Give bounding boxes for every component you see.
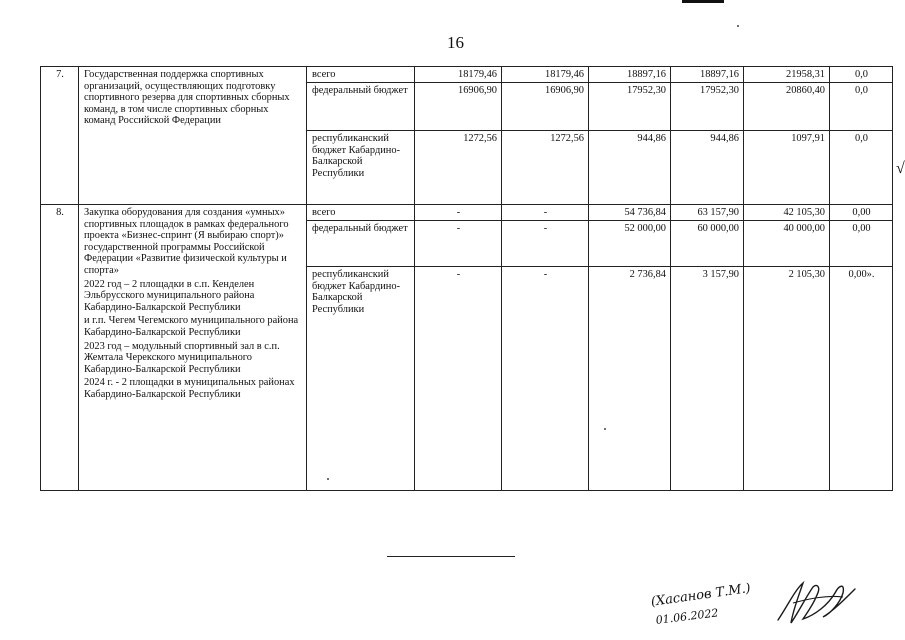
value-cell: 20860,40 — [744, 83, 830, 131]
signature-name: (Хасанов Т.М.) — [650, 581, 752, 610]
description-text: 2024 г. - 2 площадки в муниципальных районах Кабардино-Балкарской Республики — [84, 377, 295, 400]
value-cell: - — [415, 221, 502, 267]
budget-table — [40, 66, 893, 491]
value-cell: 0,0 — [830, 131, 893, 205]
value-cell: 18897,16 — [671, 67, 744, 83]
scan-speck — [604, 428, 606, 430]
value-cell: - — [502, 267, 589, 491]
row-index: 8. — [41, 205, 79, 491]
source-label: республиканский бюджет Кабардино-Балкарской Республики — [307, 267, 415, 491]
scan-speck — [737, 25, 739, 27]
row-description — [79, 67, 307, 205]
value-cell: 1272,56 — [502, 131, 589, 205]
value-cell: 0,0 — [830, 67, 893, 83]
value-cell: 0,0 — [830, 83, 893, 131]
value-cell: - — [415, 267, 502, 491]
description-text: Закупка оборудования для создания «умных» спортивных площадок в рамках федерального проекта «Бизнес-спринт (Я выбираю спорт)» государственной программы Российской Федерации «Развитие физической культуры и спорта» — [84, 207, 289, 276]
value-cell: 1272,56 — [415, 131, 502, 205]
value-cell: - — [502, 221, 589, 267]
value-cell: 42 105,30 — [744, 205, 830, 221]
value-cell: 52 000,00 — [589, 221, 671, 267]
description-text: 2023 год – модульный спортивный зал в с.п. Жемтала Черекского муниципального Кабардино-Балкарской Республики — [84, 340, 280, 375]
margin-check-mark: √ — [896, 160, 905, 177]
value-cell: 0,00». — [830, 267, 893, 491]
value-cell: 944,86 — [671, 131, 744, 205]
source-label: федеральный бюджет — [307, 221, 415, 267]
value-cell: 1097,91 — [744, 131, 830, 205]
signature-date: 01.06.2022 — [655, 606, 720, 627]
value-cell: 21958,31 — [744, 67, 830, 83]
value-cell: 2 105,30 — [744, 267, 830, 491]
value-cell: 0,00 — [830, 221, 893, 267]
source-label: республиканский бюджет Кабардино-Балкарской Республики — [307, 131, 415, 205]
top-edge-mark — [682, 0, 724, 3]
value-cell: 2 736,84 — [589, 267, 671, 491]
row-description — [79, 205, 307, 491]
value-cell: 17952,30 — [589, 83, 671, 131]
value-cell: 3 157,90 — [671, 267, 744, 491]
source-label: федеральный бюджет — [307, 83, 415, 131]
source-label: всего — [307, 67, 415, 83]
description-text: 2022 год – 2 площадки в с.п. Кенделен Эльбрусского муниципального района Кабардино-Балкарской Республики — [84, 278, 255, 313]
page-number: 16 — [447, 33, 464, 52]
scan-speck — [327, 478, 329, 480]
table-row — [41, 67, 893, 83]
source-label: всего — [307, 205, 415, 221]
table-row — [41, 205, 893, 221]
description-text: и г.п. Чегем Чегемского муниципального района Кабардино-Балкарской Республики — [84, 315, 299, 338]
value-cell: 17952,30 — [671, 83, 744, 131]
description-text: Государственная поддержка спортивных организаций, осуществляющих подготовку спортивного резерва для спортивных сборных команд, в том числе спортивных сборных команд Российской Федерации — [84, 69, 290, 127]
value-cell: - — [502, 205, 589, 221]
value-cell: 18179,46 — [415, 67, 502, 83]
value-cell: 60 000,00 — [671, 221, 744, 267]
value-cell: 18179,46 — [502, 67, 589, 83]
signature-scribble — [773, 575, 868, 630]
value-cell: 40 000,00 — [744, 221, 830, 267]
footer-rule — [387, 556, 515, 557]
value-cell: 16906,90 — [415, 83, 502, 131]
value-cell: - — [415, 205, 502, 221]
value-cell: 944,86 — [589, 131, 671, 205]
value-cell: 54 736,84 — [589, 205, 671, 221]
value-cell: 0,00 — [830, 205, 893, 221]
value-cell: 16906,90 — [502, 83, 589, 131]
row-index: 7. — [41, 67, 79, 205]
value-cell: 18897,16 — [589, 67, 671, 83]
value-cell: 63 157,90 — [671, 205, 744, 221]
